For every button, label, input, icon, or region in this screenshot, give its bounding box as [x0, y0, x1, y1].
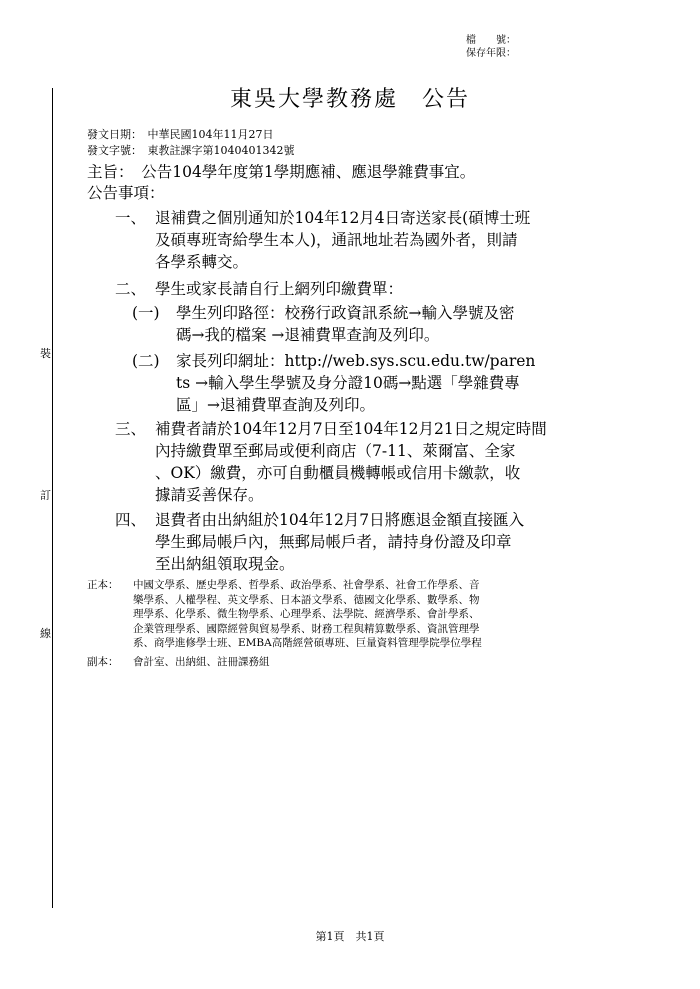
page-title: 東吳大學教務處 公告: [229, 87, 470, 112]
issue-date: 發文日期： 中華民國104年11月27日: [87, 128, 274, 141]
item-text-line: 至出納組領取現金。: [155, 555, 295, 573]
retention-label: 保存年限：: [466, 48, 516, 59]
subject-line: 主旨： 公告104學年度第1學期應補、應退學雜費事宜。: [87, 163, 476, 181]
binding-line: [52, 88, 53, 908]
item-text-line: ts →輸入學生學號及身分證10碼→點選「學雜費專: [176, 374, 520, 392]
document-number: 發文字號： 東教註課字第1040401342號: [87, 144, 295, 157]
item-number: (二): [132, 352, 160, 370]
item-text-line: 據請妥善保存。: [155, 486, 264, 504]
copy-text: 會計室、出納組、註冊課務組: [133, 656, 270, 668]
file-no-label: 檔 號：: [466, 35, 516, 46]
item-text-line: 補費者請於104年12月7日至104年12月21日之規定時間: [155, 420, 547, 438]
item-text-line: 及碩專班寄給學生本人)，通訊地址若為國外者，則請: [155, 231, 518, 249]
item-text-line: 碼→我的檔案 →退補費單查詢及列印。: [176, 326, 440, 344]
binding-mark-xian: 線: [40, 625, 51, 643]
binding-mark-ding: 訂: [40, 487, 51, 505]
item-number: 二、: [115, 280, 147, 298]
item-text-line: 學生郵局帳戶內，無郵局帳戶者，請持身份證及印章: [155, 533, 512, 551]
item-text-line: 學生列印路徑：校務行政資訊系統→輸入學號及密: [176, 304, 515, 322]
item-text-line: 內持繳費單至郵局或便利商店（7-11、萊爾富、全家: [155, 442, 516, 460]
page-footer: 第1頁 共1頁: [315, 930, 385, 943]
item-number: (一): [132, 304, 160, 322]
item-text-line: 退補費之個別通知於104年12月4日寄送家長(碩博士班: [155, 209, 531, 227]
item-text-line: 各學系轉交。: [155, 253, 249, 271]
item-text-line: 區」→退補費單查詢及列印。: [176, 396, 375, 414]
item-text-line: 退費者由出納組於104年12月7日將應退金額直接匯入: [155, 511, 525, 529]
item-number: 三、: [115, 420, 147, 438]
item-text-line: 、OK）繳費，亦可自動櫃員機轉帳或信用卡繳款，收: [155, 464, 521, 482]
distribution-line: 系、商學進修學士班、EMBA高階經營碩專班、巨量資料管理學院學位學程: [133, 637, 482, 649]
items-heading: 公告事項：: [87, 184, 165, 202]
distribution-line: 理學系、化學系、微生物學系、心理學系、法學院、經濟學系、會計學系、: [133, 608, 480, 620]
item-text-line: 學生或家長請自行上網列印繳費單：: [155, 280, 404, 298]
distribution-label: 正本：: [87, 579, 119, 591]
distribution-line: 樂學系、人權學程、英文學系、日本語文學系、德國文化學系、數學系、物: [133, 593, 480, 606]
file-info: [466, 34, 586, 60]
distribution-line: 中國文學系、歷史學系、哲學系、政治學系、社會學系、社會工作學系、音: [133, 579, 480, 591]
copy-label: 副本：: [87, 656, 119, 668]
item-number: 一、: [115, 209, 147, 227]
binding-mark-zhuang: 裝: [40, 345, 51, 363]
distribution-line: 企業管理學系、國際經營與貿易學系、財務工程與精算數學系、資訊管理學: [133, 622, 480, 635]
item-number: 四、: [115, 511, 147, 529]
item-text-line: 家長列印網址：http://web.sys.scu.edu.tw/paren: [176, 352, 536, 370]
